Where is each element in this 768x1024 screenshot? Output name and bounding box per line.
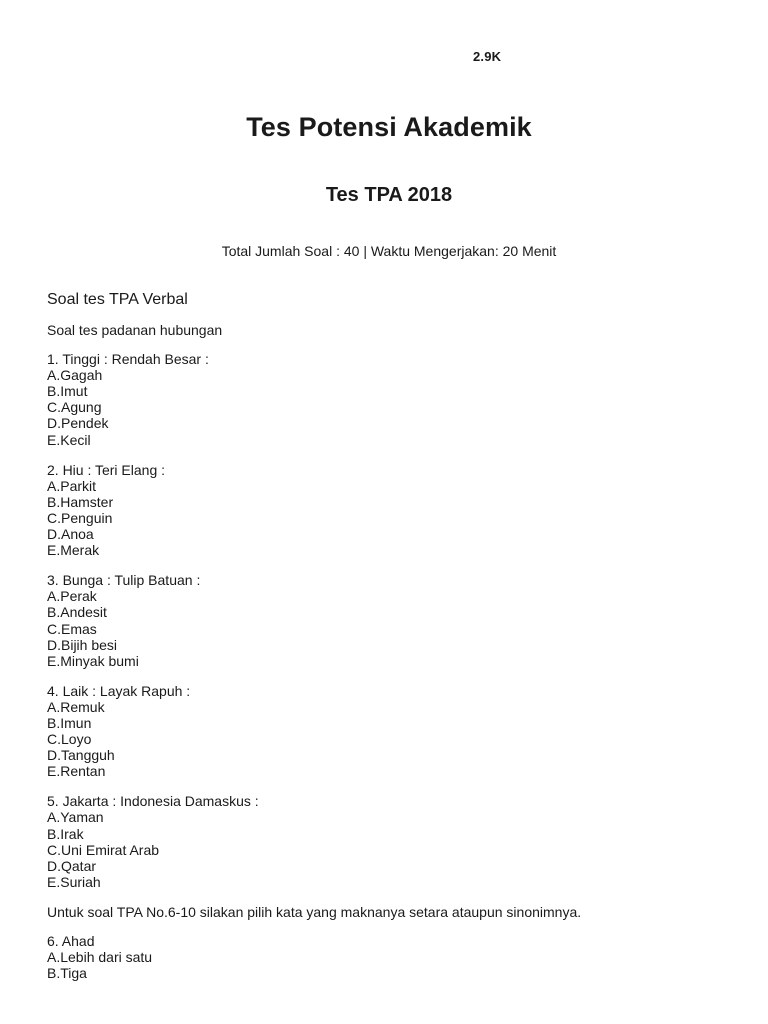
answer-option: D.Pendek: [47, 415, 109, 432]
answer-option: E.Minyak bumi: [47, 652, 139, 669]
answer-option: B.Imut: [47, 383, 88, 400]
question-prompt: 2. Hiu : Teri Elang :: [47, 461, 166, 478]
question-1: [47, 351, 747, 448]
question-4: [47, 683, 747, 780]
question-5: [47, 793, 747, 890]
answer-option: D.Bijih besi: [47, 636, 118, 653]
answer-option: A.Yaman: [47, 809, 104, 826]
document-body: [47, 290, 747, 995]
answer-option: E.Merak: [47, 542, 100, 559]
intro-text: Soal tes padanan hubungan: [47, 322, 223, 338]
document-meta: Total Jumlah Soal : 40 | Waktu Mengerjakan: 20 Menit: [221, 243, 557, 259]
answer-option: A.Remuk: [47, 698, 105, 715]
answer-option: D.Tangguh: [47, 747, 115, 764]
answer-option: B.Imun: [47, 714, 92, 731]
answer-option: C.Loyo: [47, 731, 92, 748]
answer-option: A.Perak: [47, 588, 97, 605]
answer-option: A.Parkit: [47, 477, 97, 494]
answer-option: C.Uni Emirat Arab: [47, 841, 160, 858]
question-2: [47, 462, 747, 559]
answer-option: C.Penguin: [47, 509, 113, 526]
question-prompt: 1. Tinggi : Rendah Besar :: [47, 351, 209, 368]
answer-option: A.Lebih dari satu: [47, 949, 153, 966]
section-heading: Soal tes TPA Verbal: [47, 291, 188, 308]
answer-option: B.Tiga: [47, 965, 87, 982]
instruction-text: Untuk soal TPA No.6-10 silakan pilih kata yang maknanya setara ataupun sinonimnya.: [47, 903, 582, 920]
answer-option: D.Qatar: [47, 857, 97, 874]
question-3: [47, 572, 747, 669]
answer-option: C.Emas: [47, 620, 97, 637]
document-title: Tes Potensi Akademik: [246, 112, 532, 142]
question-6: [47, 933, 747, 981]
question-prompt: 6. Ahad: [47, 933, 95, 949]
answer-option: B.Andesit: [47, 604, 107, 621]
answer-option: E.Suriah: [47, 873, 101, 890]
document-subtitle: Tes TPA 2018: [325, 184, 453, 206]
views-count: 2.9K: [473, 49, 502, 64]
answer-option: D.Anoa: [47, 526, 94, 543]
question-prompt: 5. Jakarta : Indonesia Damaskus :: [47, 793, 259, 810]
question-prompt: 4. Laik : Layak Rapuh :: [47, 682, 191, 699]
answer-option: A.Gagah: [47, 367, 103, 384]
question-prompt: 3. Bunga : Tulip Batuan :: [47, 572, 201, 589]
answer-option: C.Agung: [47, 399, 102, 416]
answer-option: B.Irak: [47, 825, 84, 842]
answer-option: E.Kecil: [47, 431, 91, 448]
answer-option: B.Hamster: [47, 493, 114, 510]
answer-option: E.Rentan: [47, 763, 106, 780]
